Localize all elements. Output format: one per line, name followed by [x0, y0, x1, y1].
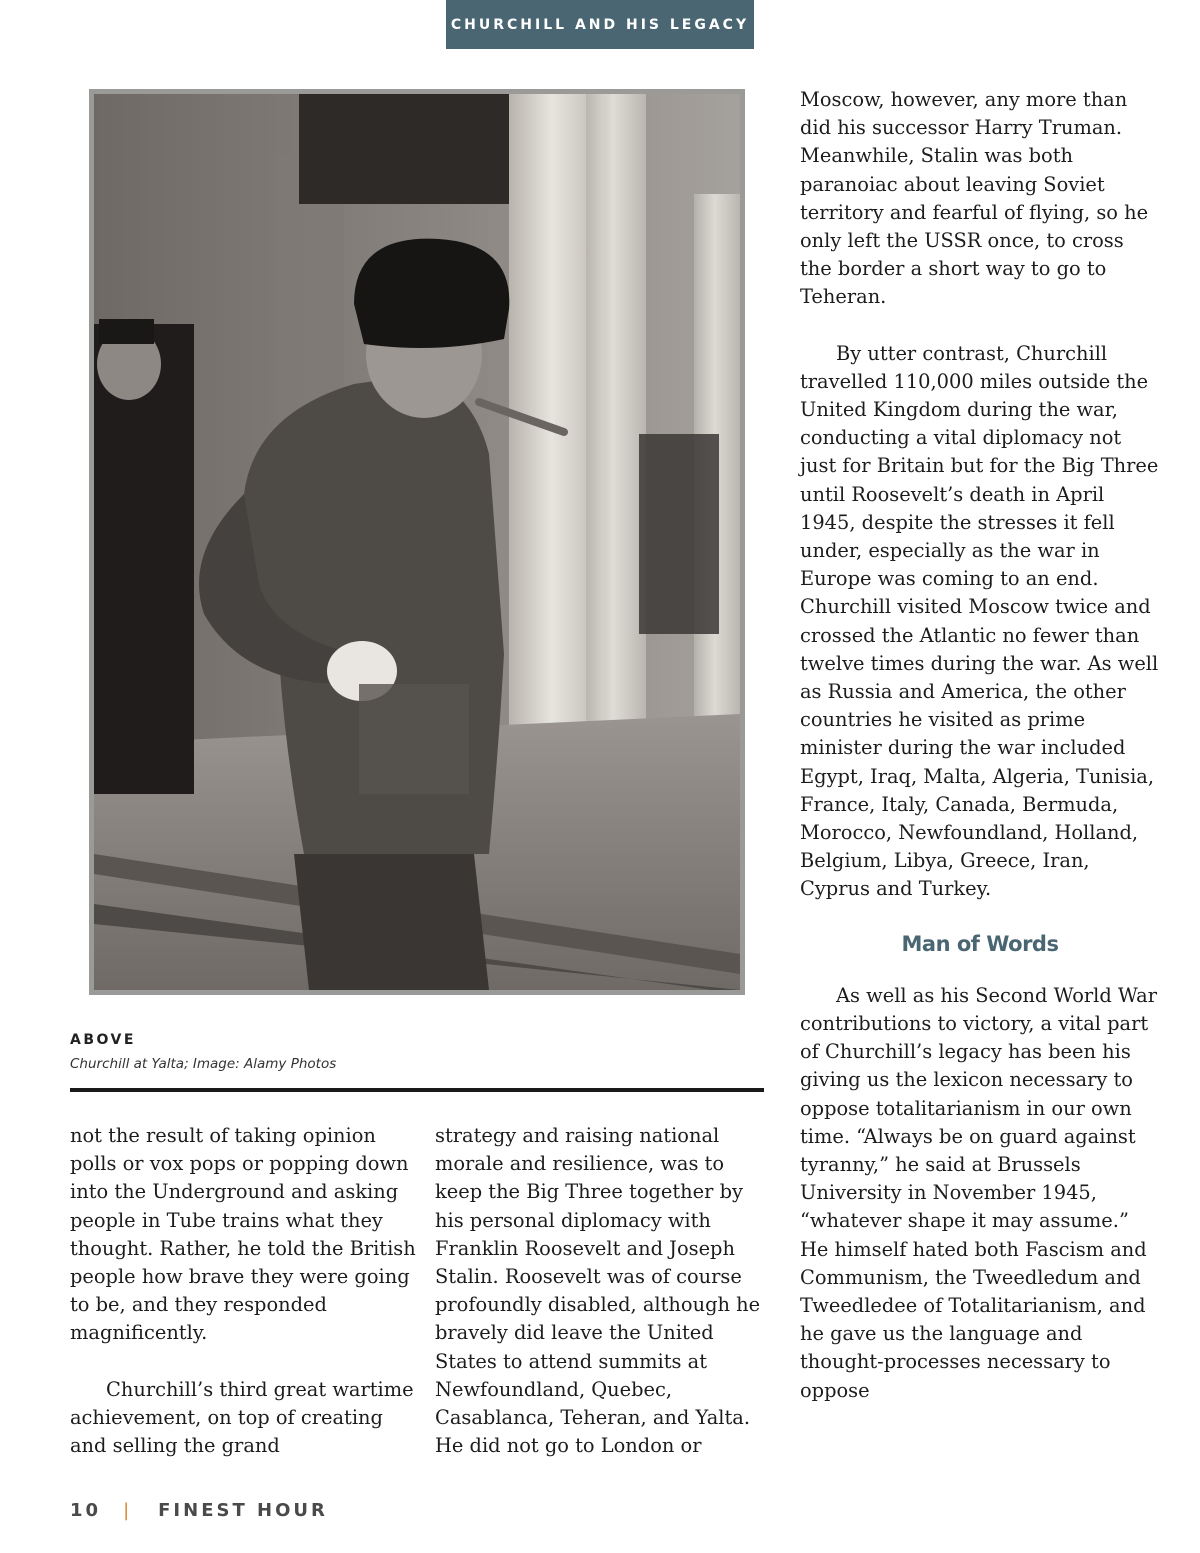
churchill-photo [89, 89, 745, 995]
paragraph: As well as his Second World War contributions to victory, a vital part of Churchill’s legacy has been his giving us the lexicon necessary to oppose totalitarianism in our own time. “Always be on guard against tyranny,” he said at Brussels University in November 1945, “whatever shape it may assume.” He himself hated both Fascism and Communism, the Tweedledum and Tweedledee of Totalitarianism, and he gave us the language and thought-processes necessary to oppose [800, 983, 1158, 1402]
subheading: Man of Words [901, 931, 1059, 956]
caption-text: Churchill at Yalta; Image: Alamy Photos [70, 1056, 337, 1072]
paragraph: not the result of taking opinion polls or vox pops or popping down into the Underground and asking people in Tube trains what they thought. Rather, he told the British people how brave they were going to be, and they responded magnificently. [70, 1124, 416, 1345]
section-header-tab [446, 0, 754, 49]
section-header-label: CHURCHILL AND HIS LEGACY [450, 16, 750, 33]
paragraph: By utter contrast, Churchill travelled 110,000 miles outside the United Kingdom during the war, conducting a vital diplomacy not just for Britain but for the Big Three until Roosevelt’s death in April 1945, despite the stresses it fell under, especially as the war in Europe was coming to an end. Churchill visited Moscow twice and crossed the Atlantic no fewer than twelve times during the war. As well as Russia and America, the other countries he visited as prime minister during the war included Egypt, Iraq, Malta, Algeria, Tunisia, France, Italy, Canada, Bermuda, Morocco, Newfoundland, Holland, Belgium, Libya, Greece, Iran, Cyprus and Turkey. [800, 341, 1159, 901]
article-column-left [70, 1122, 420, 1460]
publication-name: FINEST HOUR [158, 1500, 328, 1521]
article-column-middle [435, 1122, 770, 1460]
churchill-photo-illustration [94, 94, 740, 990]
page-footer [70, 1500, 328, 1521]
paragraph: Churchill’s third great wartime achievement, on top of creating and selling the grand [70, 1377, 414, 1458]
divider-rule [70, 1088, 764, 1092]
paragraph: strategy and raising national morale and resilience, was to keep the Big Three together by his personal diplomacy with Franklin Roosevelt and Joseph Stalin. Roosevelt was of course profoundly disabled, although he bravely did leave the United States to attend summits at Newfoundland, Quebec, Casablanca, Teheran, and Yalta. He did not go to London or [435, 1124, 761, 1458]
footer-separator: | [123, 1500, 133, 1521]
paragraph: Moscow, however, any more than did his successor Harry Truman. Meanwhile, Stalin was both paranoiac about leaving Soviet territory and fearful of flying, so he only left the USSR once, to cross the border a short way to go to Teheran. [800, 88, 1149, 309]
page-number: 10 [70, 1500, 102, 1521]
article-column-right [800, 86, 1160, 1405]
caption-label: ABOVE [70, 1032, 136, 1048]
